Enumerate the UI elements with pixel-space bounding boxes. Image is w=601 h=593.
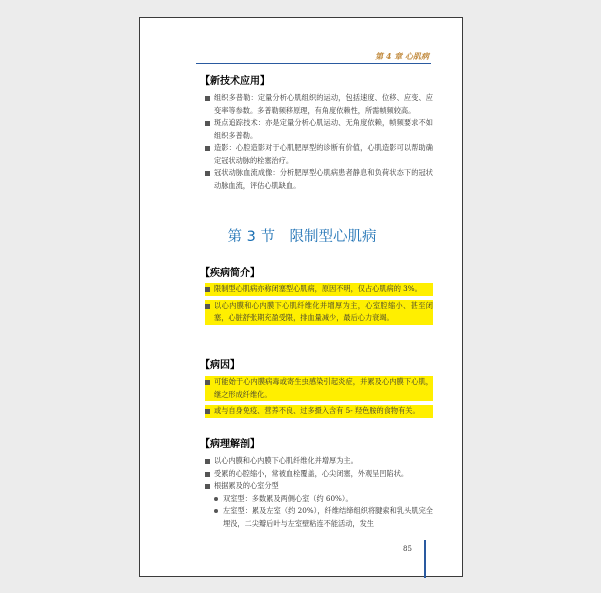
square-bullet-icon <box>205 96 210 101</box>
section-title: 第 3 节 限制型心肌病 <box>227 229 377 245</box>
list-item: 组织多普勒：定量分析心肌组织的运动，包括速度、位移、应变、应变率等参数。多普勒频移原理，有角度依赖性，所需帧频较高。 <box>205 92 433 117</box>
book-page <box>139 17 463 577</box>
list-item: 根据累及的心室分型 <box>205 480 433 493</box>
dot-bullet-icon <box>214 509 218 513</box>
square-bullet-icon <box>205 287 210 292</box>
sub-list-item: 双室型：多数累及两侧心室（约 60%）。 <box>205 493 433 506</box>
square-bullet-icon <box>205 409 210 414</box>
list-item-highlighted: 限制型心肌病亦称闭塞型心肌病，原因不明，仅占心肌病的 3%。 <box>205 283 433 296</box>
new-tech-list <box>205 92 433 192</box>
list-item-highlighted: 或与自身免疫、营养不良、过多摄入含有 5- 羟色胺的食物有关。 <box>205 405 433 418</box>
section-heading-pathology: 【病理解剖】 <box>200 439 260 450</box>
list-item: 冠状动脉血流成像：分析肥厚型心肌病患者静息和负荷状态下的冠状动脉血流，评估心肌缺血。 <box>205 167 433 192</box>
square-bullet-icon <box>205 146 210 151</box>
list-item: 受累的心腔缩小，常被血栓覆盖，心尖闭塞，外观呈凹陷状。 <box>205 468 433 481</box>
intro-list <box>205 283 433 325</box>
square-bullet-icon <box>205 171 210 176</box>
list-item: 以心内膜和心内膜下心肌纤维化并增厚为主。 <box>205 455 433 468</box>
chapter-header: 第 4 章 心肌病 <box>375 51 429 61</box>
header-rule <box>196 63 431 64</box>
square-bullet-icon <box>205 484 210 489</box>
section-heading-intro: 【疾病简介】 <box>200 268 260 279</box>
square-bullet-icon <box>205 121 210 126</box>
list-item: 斑点追踪技术：亦是定量分析心肌运动、无角度依赖，帧频要求不如组织多普勒。 <box>205 117 433 142</box>
square-bullet-icon <box>205 459 210 464</box>
page-edge-bar <box>424 540 426 578</box>
square-bullet-icon <box>205 304 210 309</box>
square-bullet-icon <box>205 380 210 385</box>
section-heading-new-tech: 【新技术应用】 <box>200 76 270 87</box>
sub-list-item: 左室型：累及左室（约 20%），纤维结缔组织将腱索和乳头肌完全埋没，二尖瓣后叶与左室壁粘连不能活动，发生 <box>205 505 433 530</box>
list-item: 造影：心腔造影对于心肌肥厚型的诊断有价值，心肌造影可以帮助确定冠状动脉的栓塞治疗。 <box>205 142 433 167</box>
list-item-highlighted: 以心内膜和心内膜下心肌纤维化并增厚为主，心室腔缩小、甚至闭塞，心脏舒张期充盈受限，排血量减少，最后心力衰竭。 <box>205 300 433 325</box>
pathology-list <box>205 455 433 530</box>
square-bullet-icon <box>205 472 210 477</box>
etiology-list <box>205 376 433 418</box>
section-heading-etiology: 【病因】 <box>200 360 240 371</box>
list-item-highlighted: 可能始于心内膜病毒或寄生虫感染引起炎症，并累及心内膜下心肌，继之形成纤维化。 <box>205 376 433 401</box>
page-number: 85 <box>403 545 412 553</box>
dot-bullet-icon <box>214 497 218 501</box>
